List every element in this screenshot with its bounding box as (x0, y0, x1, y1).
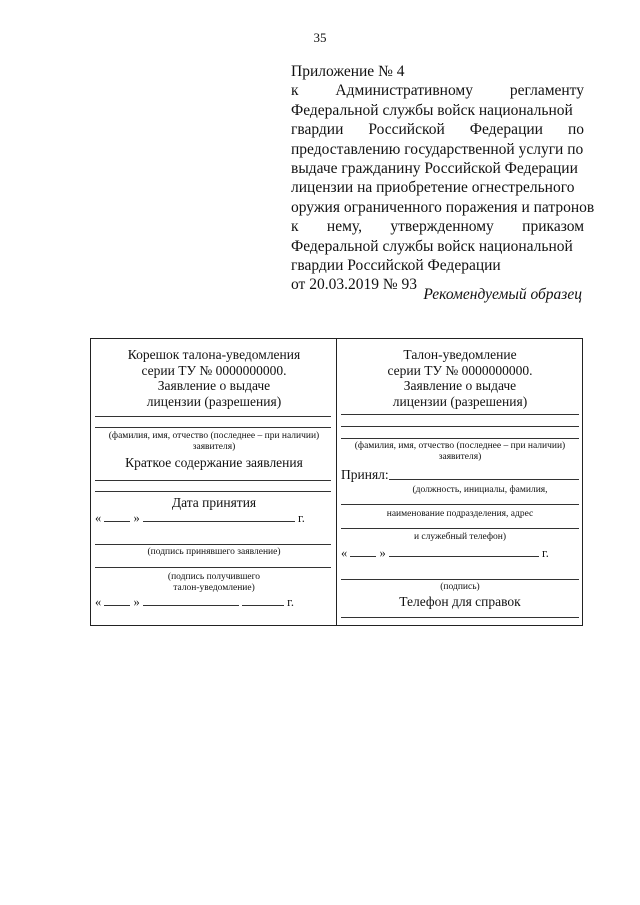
accepted-by-line[interactable] (389, 479, 579, 480)
notification-applicant-caption: (фамилия, имя, отчество (последнее – при наличии) заявителя) (354, 441, 566, 462)
notification-heading-line: Талон-уведомление (403, 347, 517, 362)
appendix-line: от 20.03.2019 № 93 (291, 276, 417, 294)
stub-applicant-caption: (фамилия, имя, отчество (последнее – при наличии) заявителя) (108, 431, 320, 452)
appendix-line: к Административному регламенту (291, 82, 584, 100)
day-field[interactable] (104, 595, 130, 606)
stub-heading-line: Корешок талона-уведомления (127, 347, 301, 362)
month-field[interactable] (143, 595, 239, 606)
applicant-name-line[interactable] (341, 426, 579, 427)
caption-line: талон-уведомление) (173, 583, 255, 593)
month-year-field[interactable] (143, 511, 295, 522)
quote-close: » (133, 511, 140, 525)
quote-open: « (95, 511, 102, 525)
notification-heading-line: лицензии (разрешения) (392, 393, 528, 409)
signature-caption: (подпись) (440, 582, 480, 592)
notification-heading (337, 347, 583, 409)
receiver-signature-line[interactable] (95, 544, 331, 545)
notification-heading-line: Заявление о выдаче (403, 378, 517, 393)
accepted-label: Принял: (341, 467, 389, 482)
year-suffix: г. (542, 546, 549, 560)
year-field[interactable] (242, 595, 284, 606)
stub-heading-line: серии ТУ № 0000000000. (141, 362, 287, 378)
notification-column (337, 339, 582, 625)
applicant-name-line[interactable] (341, 438, 579, 439)
appendix-title: Приложение № 4 (291, 63, 405, 80)
day-field[interactable] (104, 511, 130, 522)
quote-open: « (95, 595, 102, 609)
notification-date-field[interactable] (341, 546, 549, 561)
stub-heading-line: лицензии (разрешения) (146, 393, 282, 409)
phone-caption: и служебный телефон) (413, 532, 507, 542)
summary-label: Краткое содержание заявления (125, 455, 303, 470)
quote-open: « (341, 546, 348, 560)
stub-column (91, 339, 337, 625)
recommended-sample-label: Рекомендуемый образец (423, 286, 582, 303)
stub-heading-line: Заявление о выдаче (157, 378, 271, 393)
appendix-line: предоставлению государственной услуги по (291, 140, 584, 158)
acceptance-date-label: Дата принятия (171, 495, 257, 510)
day-field[interactable] (350, 546, 376, 557)
year-suffix: г. (287, 595, 294, 609)
applicant-name-line[interactable] (341, 414, 579, 415)
inquiry-phone-line[interactable] (341, 617, 579, 618)
appendix-line: Федеральной службы войск национальной (291, 237, 573, 255)
page-number: 35 (313, 30, 327, 45)
appendix-line: гвардии Российской Федерации (291, 257, 501, 275)
appendix-line: гвардии Российской Федерации по (291, 121, 584, 139)
appendix-line: Федеральной службы войск национальной (291, 101, 573, 119)
summary-line[interactable] (95, 491, 331, 492)
receiver-signature-caption: (подпись принявшего заявление) (147, 547, 281, 557)
appendix-line: оружия ограниченного поражения и патронов (291, 198, 595, 216)
appendix-line: к нему, утвержденному приказом (291, 218, 584, 236)
recipient-signature-line[interactable] (95, 567, 331, 568)
inquiry-phone-label: Телефон для справок (399, 594, 521, 609)
notification-form (90, 338, 583, 626)
year-suffix: г. (298, 511, 305, 525)
department-line[interactable] (341, 504, 579, 505)
applicant-name-line[interactable] (95, 416, 331, 417)
summary-line[interactable] (95, 480, 331, 481)
appendix-line: лицензии на приобретение огнестрельного (291, 179, 575, 197)
signature-line[interactable] (341, 579, 579, 580)
notification-heading-line: серии ТУ № 0000000000. (387, 362, 533, 378)
applicant-name-line[interactable] (95, 427, 331, 428)
position-caption: (должность, инициалы, фамилия, (412, 485, 548, 495)
appendix-line: выдаче гражданину Российской Федерации (291, 160, 578, 178)
caption-line: (подпись получившего (167, 572, 261, 582)
recipient-signature-caption (91, 572, 337, 594)
department-caption: наименование подразделения, адрес (386, 509, 534, 519)
phone-line[interactable] (341, 528, 579, 529)
stub-acceptance-date-field[interactable] (95, 511, 305, 526)
stub-receipt-date-field[interactable] (95, 595, 294, 610)
quote-close: » (133, 595, 140, 609)
quote-close: » (379, 546, 386, 560)
stub-heading (91, 347, 337, 409)
appendix-block (291, 62, 595, 295)
month-year-field[interactable] (389, 546, 539, 557)
